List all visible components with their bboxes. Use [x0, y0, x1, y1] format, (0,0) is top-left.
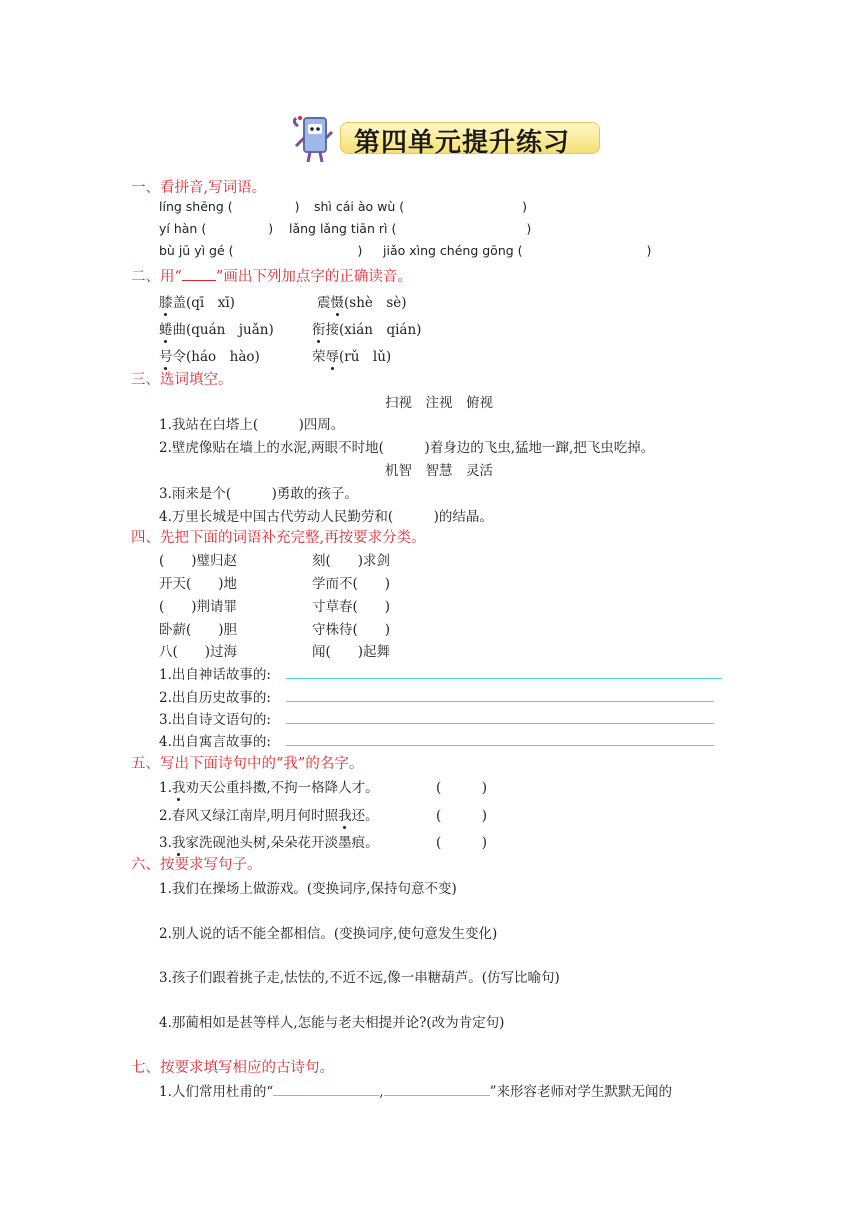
pinyin-item: jiǎo xìng chéng gōng ( ) [383, 243, 652, 258]
answer-blank[interactable]: ( ) [436, 835, 488, 851]
classify-question: 2.出自历史故事的: [159, 690, 271, 706]
idiom-item: 八( )过海 [159, 644, 238, 660]
idiom-item: ( )璧归赵 [159, 553, 238, 569]
classify-question: 3.出自诗文语句的: [159, 712, 271, 728]
pinyin-item: líng shēng ( ) [159, 199, 300, 214]
question: 2.壁虎像贴在墙上的水泥,两眼不时地( )着身边的飞虫,猛地一蹿,把飞虫吃掉。 [159, 440, 655, 456]
title-text: 第四单元提升练习 [354, 128, 571, 158]
section-2-heading: 二、用“ ”画出下列加点字的正确读音。 [131, 269, 412, 285]
question: 4.万里长城是中国古代劳动人民勤劳和( )的结晶。 [159, 509, 493, 525]
idiom-item: 守株待( ) [312, 622, 391, 638]
reading-item: 荣辱(rǔ lǔ) [312, 345, 391, 365]
answer-blank[interactable]: ( ) [436, 780, 488, 796]
idiom-item: 闻( )起舞 [312, 644, 391, 660]
reading-item: 衔接(xián qián) [312, 318, 421, 338]
idiom-item: 卧薪( )胆 [159, 622, 238, 638]
poem-line: 2.春风又绿江南岸,明月何时照我还。 [159, 804, 379, 824]
answer-line[interactable] [286, 701, 714, 702]
pinyin-item: shì cái ào wù ( ) [314, 199, 528, 214]
idiom-item: 寸草春( ) [312, 599, 391, 615]
reading-item: 号令(háo hào) [159, 345, 260, 365]
question: 3.雨来是个( )勇敢的孩子。 [159, 486, 358, 502]
answer-line[interactable] [286, 745, 714, 746]
idiom-item: ( )荆请罪 [159, 599, 238, 615]
section-7-heading: 七、按要求填写相应的古诗句。 [131, 1060, 334, 1076]
idiom-item: 刻( )求剑 [312, 553, 391, 569]
sentence-task: 1.我们在操场上做游戏。(变换词序,保持句意不变) [159, 881, 457, 897]
section-1-heading: 一、看拼音,写词语。 [131, 180, 267, 196]
word-choices: 机智 智慧 灵活 [385, 463, 493, 479]
mascot-icon [290, 112, 338, 164]
classify-question: 4.出自寓言故事的: [159, 734, 271, 750]
answer-line[interactable] [286, 723, 714, 724]
section-5-heading: 五、写出下面诗句中的“我”的名字。 [131, 756, 364, 772]
reading-item: 蜷曲(quán juǎn) [159, 318, 274, 338]
page-title [290, 112, 610, 164]
section-4-heading: 四、先把下面的词语补充完整,再按要求分类。 [131, 530, 426, 546]
sentence-task: 3.孩子们跟着挑子走,怯怯的,不近不远,像一串糖葫芦。(仿写比喻句) [159, 970, 560, 986]
question: 1.我站在白塔上( )四周。 [159, 417, 345, 433]
reading-item: 膝盖(qī xī) [159, 291, 235, 311]
idiom-item: 开天( )地 [159, 576, 238, 592]
word-choices: 扫视 注视 俯视 [385, 395, 493, 411]
section-6-heading: 六、按要求写句子。 [131, 857, 262, 873]
answer-line[interactable] [286, 678, 722, 679]
section-3-heading: 三、选词填空。 [131, 372, 233, 388]
answer-blank[interactable]: ( ) [436, 808, 488, 824]
classify-question: 1.出自神话故事的: [159, 667, 271, 683]
poem-line: 3.我家洗砚池头树,朵朵花开淡墨痕。 [159, 831, 379, 851]
pinyin-item: lǎng lǎng tiān rì ( ) [289, 221, 532, 236]
sentence-task: 2.别人说的话不能全都相信。(变换词序,使句意发生变化) [159, 926, 498, 942]
reading-item: 震慑(shè sè) [317, 291, 407, 311]
poem-fill-question: 1.人们常用杜甫的“ , ”来形容老师对学生默默无闻的 [159, 1084, 672, 1100]
poem-line: 1.我劝天公重抖擞,不拘一格降人才。 [159, 776, 379, 796]
pinyin-item: bù jū yì gé ( ) [159, 243, 363, 258]
pinyin-item: yí hàn ( ) [159, 221, 274, 236]
sentence-task: 4.那蔺相如是甚等样人,怎能与老夫相提并论?(改为肯定句) [159, 1015, 505, 1031]
idiom-item: 学而不( ) [312, 576, 391, 592]
